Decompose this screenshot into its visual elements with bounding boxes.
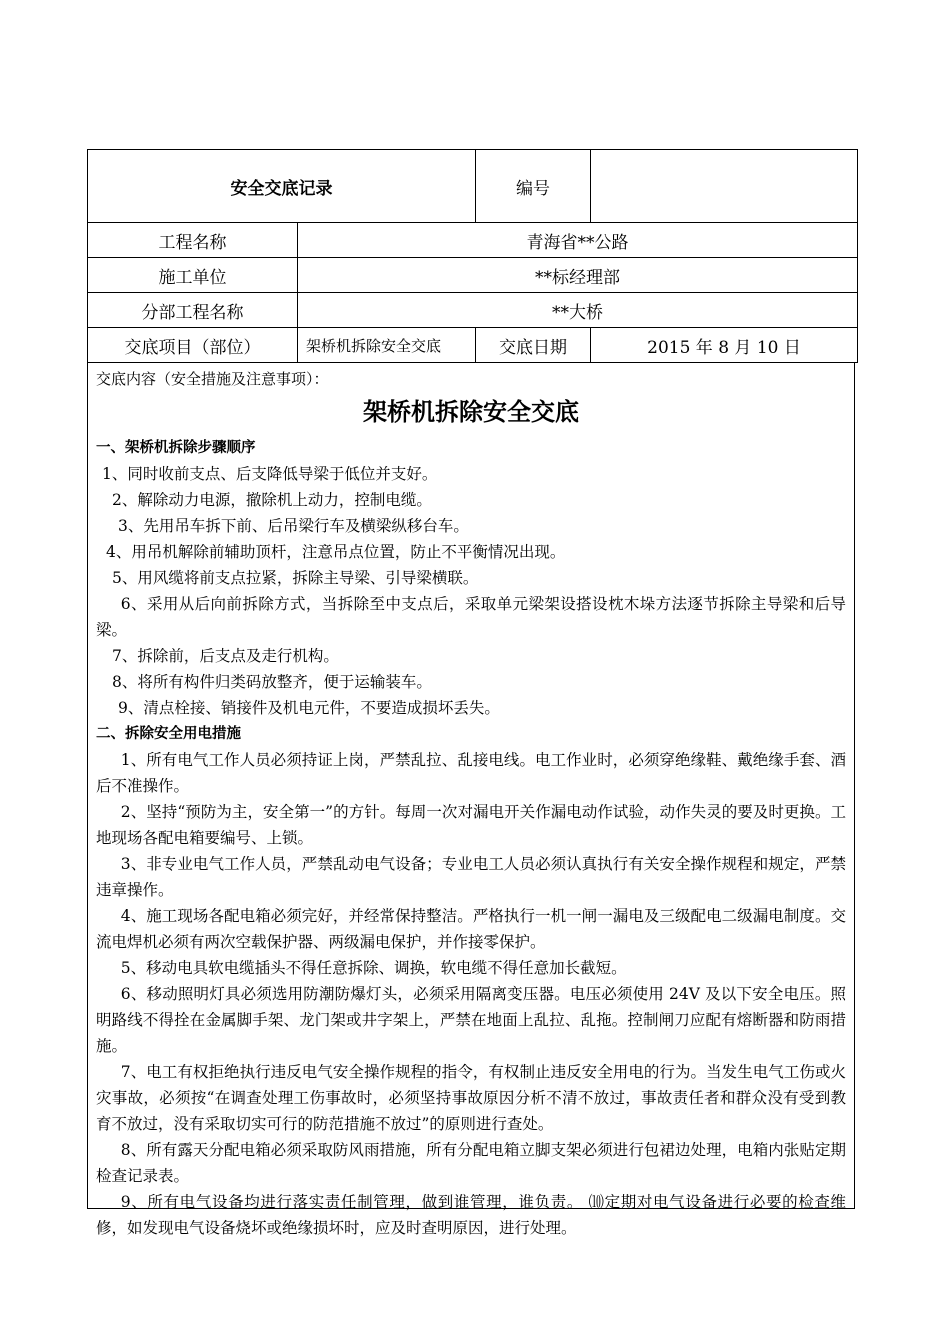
date-value: 2015 年 8 月 10 日 bbox=[591, 328, 858, 363]
list-item: 8、所有露天分配电箱必须采取防风雨措施，所有分配电箱立脚支架必须进行包裙边处理，电箱内张贴定期检查记录表。 bbox=[96, 1141, 846, 1185]
list-item: 9、所有电气设备均进行落实责任制管理，做到谁管理，谁负责。 ⑽定期对电气设备进行必要的检查维修，如发现电气设备烧坏或绝缘损坏时，应及时查明原因，进行处理。 bbox=[96, 1193, 846, 1237]
list-item: 7、电工有权拒绝执行违反电气安全操作规程的指令，有权制止违反安全用电的行为。当发生电气工伤或火灾事故，必须按“在调查处理工伤事故时，必须坚持事故原因分析不清不放过，事故责任者和群众没有受到教育不放过，没有采取切实可行的防范措施不放过”的原则进行查处。 bbox=[96, 1063, 846, 1133]
list-item: 1、所有电气工作人员必须持证上岗，严禁乱拉、乱接电线。电工作业时，必须穿绝缘鞋、戴绝缘手套、酒后不准操作。 bbox=[96, 751, 846, 795]
list-item: 4、施工现场各配电箱必须完好，并经常保持整洁。严格执行一机一闸一漏电及三级配电二级漏电制度。交流电焊机必须有两次空载保护器、两级漏电保护，并作接零保护。 bbox=[96, 907, 846, 951]
section-1-title: 一、架桥机拆除步骤顺序 bbox=[96, 440, 256, 456]
list-item: 6、移动照明灯具必须选用防潮防爆灯头，必须采用隔离变压器。电压必须使用 24V 及以下安全电压。照明路线不得拴在金属脚手架、龙门架或井字架上，严禁在地面上乱拉、乱拖。控制闸刀应配有熔断器和防雨措施。 bbox=[96, 985, 846, 1055]
sub-project-label: 分部工程名称 bbox=[88, 293, 298, 328]
number-label: 编号 bbox=[476, 150, 591, 223]
list-item: 4、用吊机解除前辅助顶杆，注意吊点位置，防止不平衡情况出现。 bbox=[106, 543, 566, 561]
project-name-value: 青海省**公路 bbox=[298, 223, 858, 258]
sub-project-value: **大桥 bbox=[298, 293, 858, 328]
unit-label: 施工单位 bbox=[88, 258, 298, 293]
list-item: 8、将所有构件归类码放整齐，便于运输装车。 bbox=[112, 673, 432, 691]
list-item: 2、坚持“预防为主，安全第一”的方针。每周一次对漏电开关作漏电动作试验，动作失灵的要及时更换。工地现场各配电箱要编号、上锁。 bbox=[96, 803, 846, 847]
content-intro: 交底内容（安全措施及注意事项）： bbox=[96, 370, 329, 388]
form-title: 安全交底记录 bbox=[88, 150, 476, 223]
list-item: 1、同时收前支点、后支降低导梁于低位并支好。 bbox=[102, 465, 438, 483]
project-name-label: 工程名称 bbox=[88, 223, 298, 258]
number-value bbox=[591, 150, 858, 223]
content-area bbox=[87, 363, 855, 1237]
list-item: 9、清点栓接、销接件及机电元件，不要造成损坏丢失。 bbox=[118, 699, 500, 717]
item-value: 架桥机拆除安全交底 bbox=[298, 328, 476, 363]
list-item: 3、非专业电气工作人员，严禁乱动电气设备；专业电工人员必须认真执行有关安全操作规程和规定，严禁违章操作。 bbox=[96, 855, 846, 899]
unit-value: **标经理部 bbox=[298, 258, 858, 293]
list-item: 5、移动电具软电缆插头不得任意拆除、调换，软电缆不得任意加长截短。 bbox=[120, 959, 627, 977]
safety-record-form bbox=[87, 149, 857, 1237]
list-item: 5、用风缆将前支点拉紧，拆除主导梁、引导梁横联。 bbox=[112, 569, 479, 587]
item-label: 交底项目（部位） bbox=[88, 328, 298, 363]
list-item: 2、解除动力电源，撤除机上动力，控制电缆。 bbox=[112, 491, 432, 509]
list-item: 6、采用从后向前拆除方式，当拆除至中支点后，采取单元梁架设搭设枕木垛方法逐节拆除主导梁和后导梁。 bbox=[96, 595, 846, 639]
list-item: 3、先用吊车拆下前、后吊梁行车及横梁纵移台车。 bbox=[118, 517, 469, 535]
date-label: 交底日期 bbox=[476, 328, 591, 363]
content-heading: 架桥机拆除安全交底 bbox=[363, 398, 579, 426]
section-2-title: 二、拆除安全用电措施 bbox=[96, 726, 241, 742]
list-item: 7、拆除前，后支点及走行机构。 bbox=[112, 647, 339, 665]
header-table bbox=[87, 149, 858, 363]
